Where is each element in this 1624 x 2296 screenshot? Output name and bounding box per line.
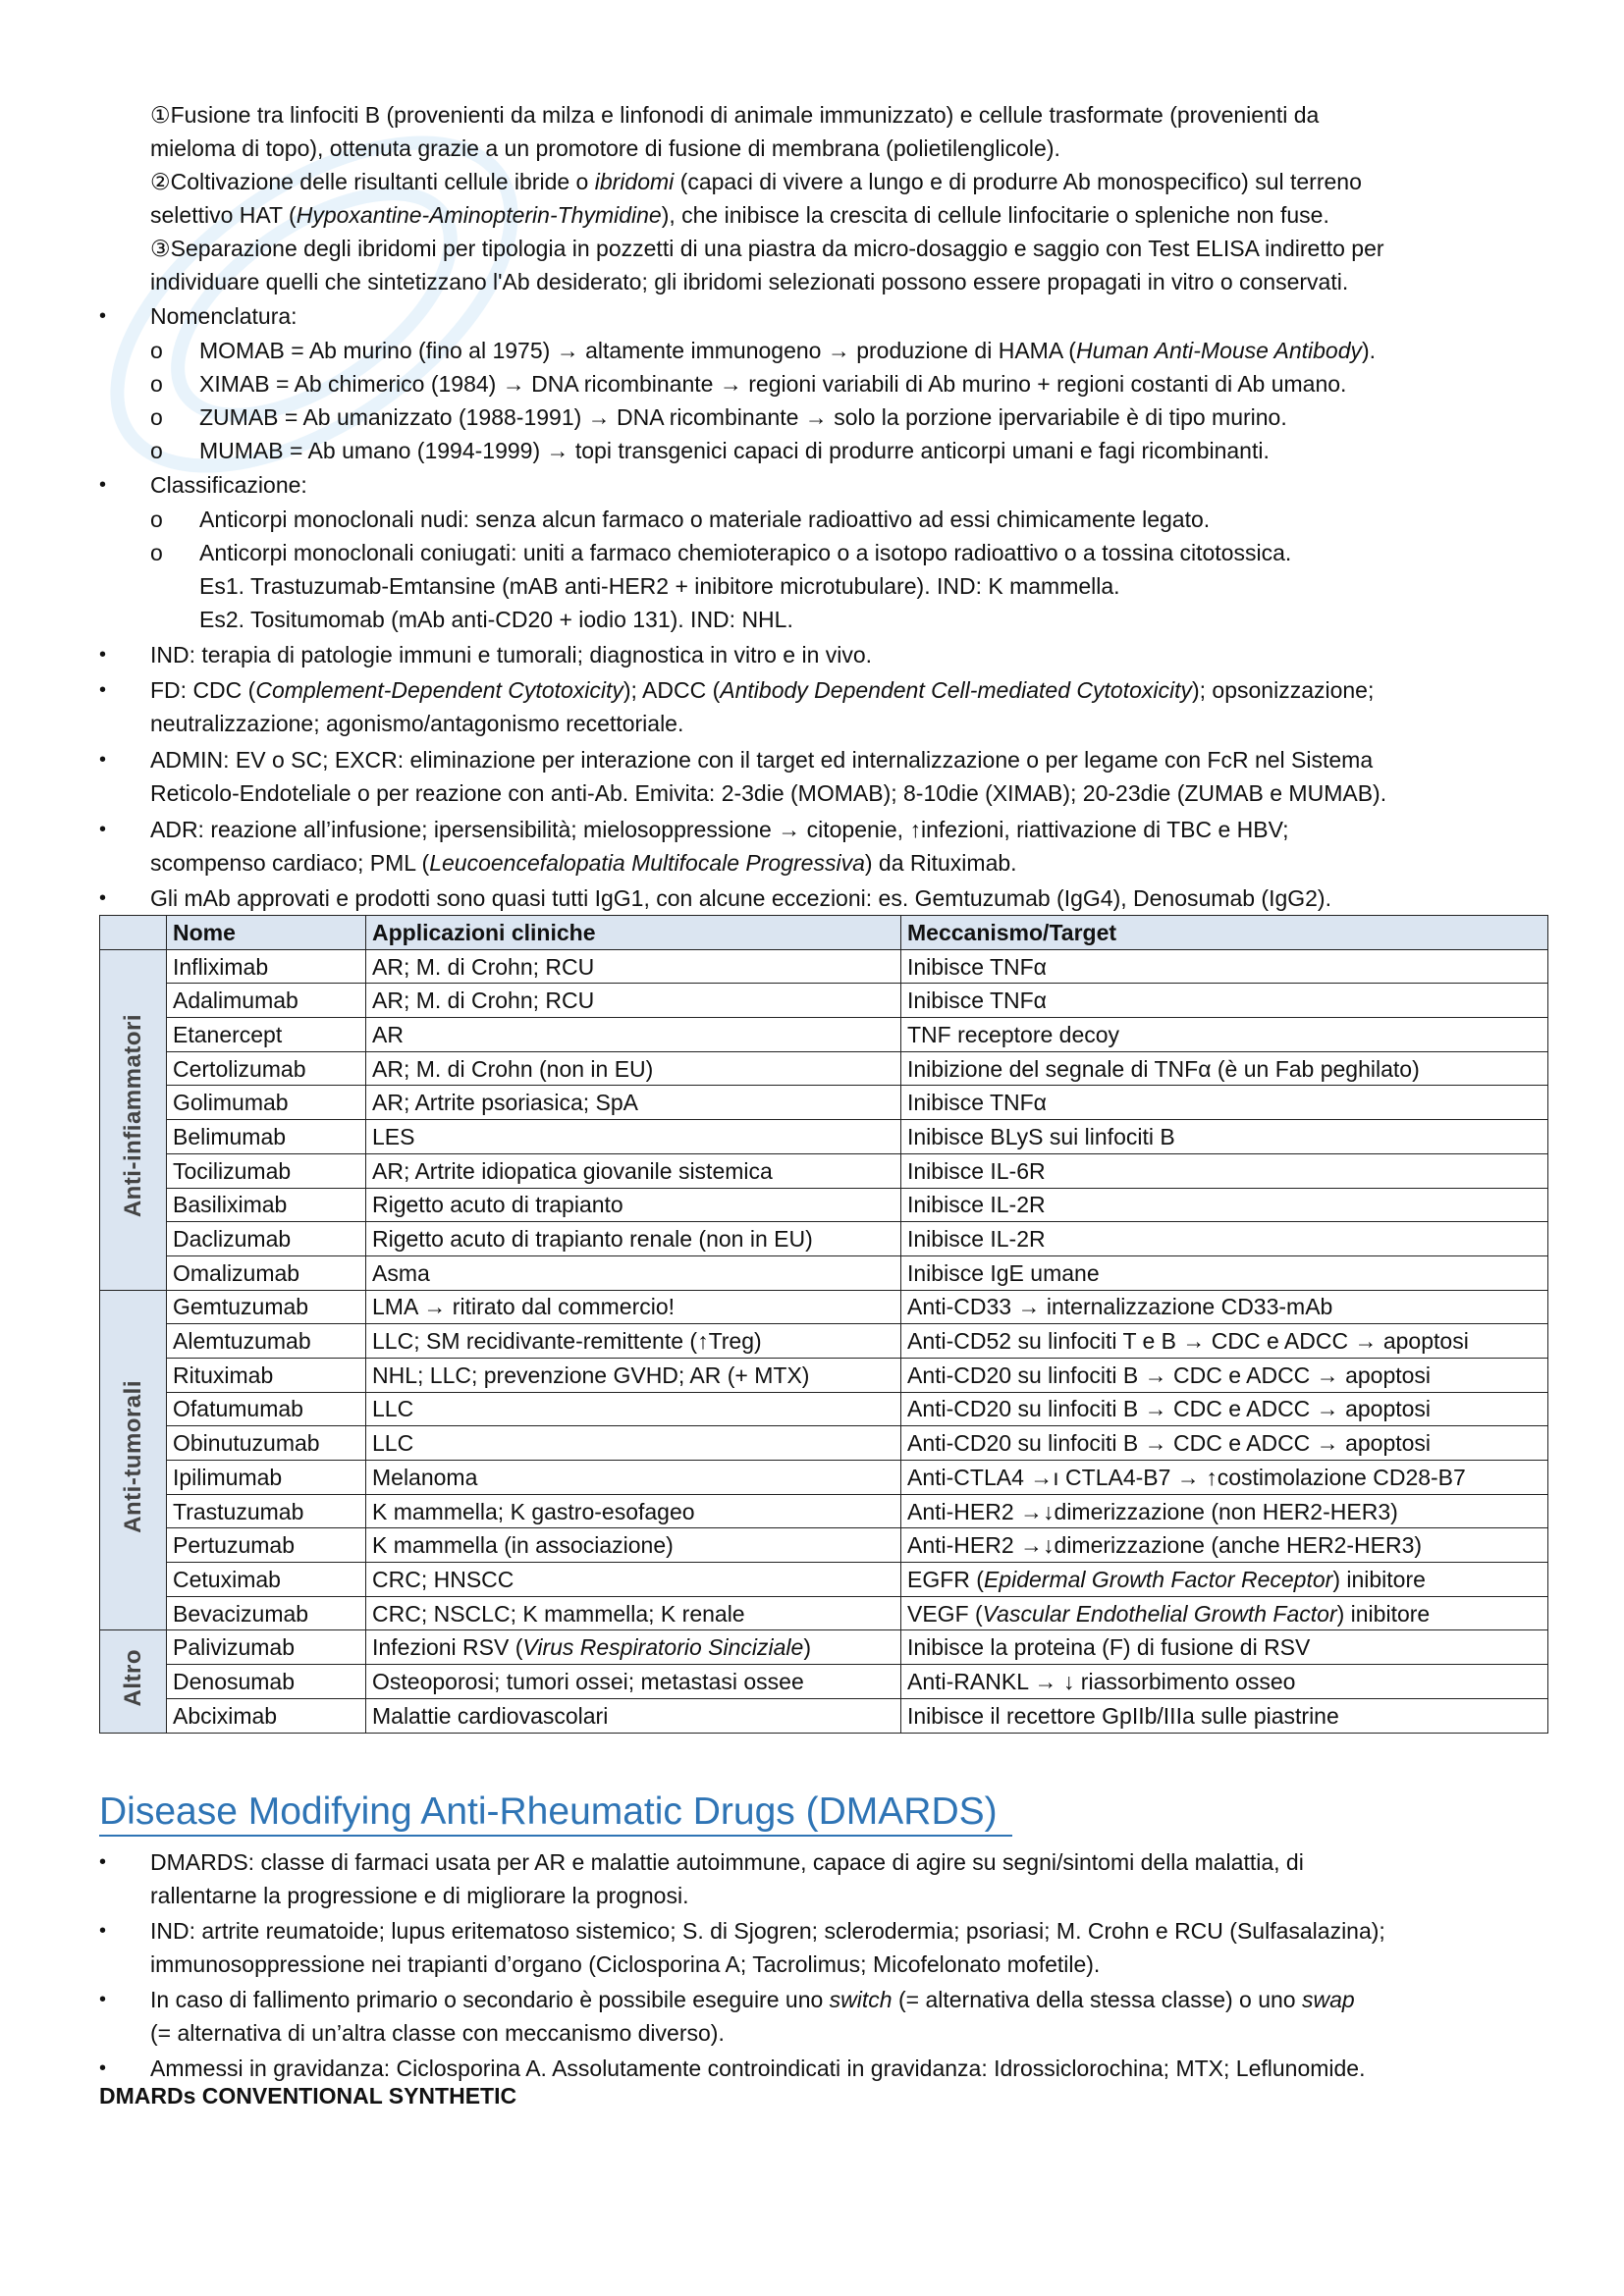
nomenclatura-item: MOMAB = Ab murino (fino al 1975) → altamente immunogeno → produzione di HAMA (Human Anti-Mouse Antibody). [199,338,1377,363]
table-row [100,1324,1548,1359]
bullet-icon: • [99,1851,107,1873]
table-row [100,1051,1548,1086]
cell-nome: Tocilizumab [167,1153,366,1188]
cell-nome: Ipilimumab [167,1461,366,1495]
classificazione-item: Anticorpi monoclonali coniugati: uniti a farmaco chemioterapico o a isotopo radioattivo o a tossina citotossica. [199,540,1292,565]
cell-nome: Cetuximab [167,1563,366,1597]
dmards-switch-line-1: In caso di fallimento primario o secondario è possibile eseguire uno switch (= alternativa della stessa classe) o uno swap [150,1987,1355,2012]
cell-applicazioni: LLC; SM recidivante-remittente (↑Treg) [366,1324,901,1359]
bullet-icon: • [99,2057,107,2079]
sub-bullet-icon: o [150,540,163,565]
sub-bullet-icon: o [150,507,163,532]
cell-applicazioni: Infezioni RSV (Virus Respiratorio Sinciziale) [366,1630,901,1665]
cell-meccanismo: Anti-CD33 → internalizzazione CD33-mAb [901,1290,1548,1324]
cell-applicazioni: Malattie cardiovascolari [366,1698,901,1733]
sub-bullet-icon: o [150,404,163,430]
cell-nome: Infliximab [167,949,366,984]
cell-meccanismo: EGFR (Epidermal Growth Factor Receptor) inibitore [901,1563,1548,1597]
table-row [100,1596,1548,1630]
cell-meccanismo: VEGF (Vascular Endothelial Growth Factor) inibitore [901,1596,1548,1630]
cell-nome: Adalimumab [167,984,366,1018]
cell-nome: Bevacizumab [167,1596,366,1630]
cell-applicazioni: Asma [366,1255,901,1290]
fd-line-1: FD: CDC (Complement-Dependent Cytotoxicity); ADCC (Antibody Dependent Cell-mediated Cytotoxicity); opsonizzazione; [150,677,1375,703]
dmards-ind-line-2: immunosoppressione nei trapianti d’organo (Ciclosporina A; Tacrolimus; Micofelonato mofetile). [150,1951,1101,1977]
nomenclatura-title: Nomenclatura: [150,303,298,329]
cell-meccanismo: Anti-CD52 su linfociti T e B → CDC e ADCC → apoptosi [901,1324,1548,1359]
cell-meccanismo: Anti-CTLA4 →ı CTLA4-B7 → ↑costimolazione CD28-B7 [901,1461,1548,1495]
cell-applicazioni: LES [366,1120,901,1154]
table-row [100,1630,1548,1665]
cell-nome: Denosumab [167,1665,366,1699]
example-1: Es1. Trastuzumab-Emtansine (mAB anti-HER2 + inibitore microtubulare). IND: K mammella. [199,573,1120,599]
cell-meccanismo: Inibisce TNFα [901,1086,1548,1120]
cell-applicazioni: Rigetto acuto di trapianto [366,1188,901,1222]
cell-meccanismo: Inibisce IL-6R [901,1153,1548,1188]
dmards-ind-line-1: IND: artrite reumatoide; lupus eritematoso sistemico; S. di Sjogren; sclerodermia; psoriasi; M. Crohn e RCU (Sulfasalazina); [150,1918,1385,1944]
table-row [100,1358,1548,1392]
cell-nome: Palivizumab [167,1630,366,1665]
group-label: Altro [119,1648,146,1707]
bullet-icon: • [99,679,107,701]
step-1-line-2: mieloma di topo), ottenuta grazie a un promotore di fusione di membrana (polietilenglicole). [150,135,1060,161]
dmards-heading: Disease Modifying Anti-Rheumatic Drugs (DMARDS) [99,1790,998,1833]
table-body [100,949,1548,1733]
admin-line-1: ADMIN: EV o SC; EXCR: eliminazione per interazione con il target ed internalizzazione o per legame con FcR nel Sistema [150,747,1374,773]
step-2-line-2: selettivo HAT (Hypoxantine-Aminopterin-Thymidine), che inibisce la crescita di cellule linfocitarie o spleniche non fuse. [150,202,1329,228]
group-label-cell [100,1290,167,1630]
cell-meccanismo: Inibisce TNFα [901,949,1548,984]
table-row [100,1188,1548,1222]
dmards-def-line-1: DMARDS: classe di farmaci usata per AR e malattie autoimmune, capace di agire su segni/sintomi della malattia, di [150,1849,1304,1875]
cell-meccanismo: Inibisce la proteina (F) di fusione di RSV [901,1630,1548,1665]
cell-applicazioni: Melanoma [366,1461,901,1495]
group-label: Anti-infiammatori [119,1014,146,1218]
nomenclatura-item: XIMAB = Ab chimerico (1984) → DNA ricombinante → regioni variabili di Ab murino + regioni costanti di Ab umano. [199,371,1347,397]
table-row [100,1392,1548,1426]
cell-nome: Abciximab [167,1698,366,1733]
cell-nome: Golimumab [167,1086,366,1120]
table-row [100,1528,1548,1563]
dmards-pregnancy: Ammessi in gravidanza: Ciclosporina A. Assolutamente controindicati in gravidanza: Idrossiclorochina; MTX; Leflunomide. [150,2056,1366,2081]
cell-meccanismo: Anti-CD20 su linfociti B → CDC e ADCC → apoptosi [901,1426,1548,1461]
cell-applicazioni: Osteoporosi; tumori ossei; metastasi ossee [366,1665,901,1699]
table-header-applicazioni: Applicazioni cliniche [366,916,901,950]
table-row [100,984,1548,1018]
fd-line-2: neutralizzazione; agonismo/antagonismo recettoriale. [150,711,684,736]
cell-nome: Certolizumab [167,1051,366,1086]
group-label-cell [100,949,167,1290]
cell-nome: Rituximab [167,1358,366,1392]
cell-meccanismo: Anti-RANKL → ↓ riassorbimento osseo [901,1665,1548,1699]
bullet-icon: • [99,305,107,327]
cell-applicazioni: AR; Artrite idiopatica giovanile sistemica [366,1153,901,1188]
nomenclatura-item: ZUMAB = Ab umanizzato (1988-1991) → DNA ricombinante → solo la porzione ipervariabile è di tipo murino. [199,404,1287,430]
mab-table [99,915,1548,1734]
cell-nome: Omalizumab [167,1255,366,1290]
table-row [100,1290,1548,1324]
step-3-line-2: individuare quelli che sintetizzano l'Ab desiderato; gli ibridomi selezionati possono essere propagati in vitro o conservati. [150,269,1349,294]
table-row [100,1665,1548,1699]
cell-applicazioni: AR; M. di Crohn; RCU [366,949,901,984]
cell-applicazioni: AR; M. di Crohn; RCU [366,984,901,1018]
cell-meccanismo: Inibisce BLyS sui linfociti B [901,1120,1548,1154]
table-header-row [100,916,1548,950]
table-row [100,1018,1548,1052]
step-2-line-1: ②Coltivazione delle risultanti cellule ibride o ibridomi (capaci di vivere a lungo e di produrre Ab monospecifico) sul terreno [150,169,1362,194]
table-row [100,1086,1548,1120]
bullet-icon: • [99,474,107,496]
cell-meccanismo: TNF receptore decoy [901,1018,1548,1052]
table-row [100,1563,1548,1597]
table-row [100,1494,1548,1528]
bullet-icon: • [99,644,107,666]
table-row [100,1255,1548,1290]
table-header-corner [100,916,167,950]
cell-nome: Trastuzumab [167,1494,366,1528]
bullet-icon: • [99,887,107,909]
table-header-nome: Nome [167,916,366,950]
cell-applicazioni: LMA → ritirato dal commercio! [366,1290,901,1324]
cell-applicazioni: LLC [366,1392,901,1426]
table-header-meccanismo: Meccanismo/Target [901,916,1548,950]
table-row [100,949,1548,984]
bullet-icon: • [99,1920,107,1942]
sub-bullet-icon: o [150,371,163,397]
dmards-def-line-2: rallentarne la progressione e di migliorare la prognosi. [150,1883,689,1908]
group-label-cell [100,1630,167,1733]
cell-applicazioni: K mammella (in associazione) [366,1528,901,1563]
sub-bullet-icon: o [150,438,163,463]
cell-applicazioni: LLC [366,1426,901,1461]
cell-applicazioni: NHL; LLC; prevenzione GVHD; AR (+ MTX) [366,1358,901,1392]
cell-meccanismo: Inibizione del segnale di TNFα (è un Fab peghilato) [901,1051,1548,1086]
step-3-line-1: ③Separazione degli ibridomi per tipologia in pozzetti di una piastra da micro-dosaggio e saggio con Test ELISA indiretto per [150,236,1384,261]
bullet-icon: • [99,819,107,840]
cell-applicazioni: CRC; HNSCC [366,1563,901,1597]
cell-meccanismo: Anti-HER2 →↓dimerizzazione (non HER2-HER3) [901,1494,1548,1528]
sub-bullet-icon: o [150,338,163,363]
cell-meccanismo: Anti-CD20 su linfociti B → CDC e ADCC → apoptosi [901,1358,1548,1392]
conventional-synthetic-heading: DMARDs CONVENTIONAL SYNTHETIC [99,2083,517,2109]
cell-nome: Gemtuzumab [167,1290,366,1324]
cell-nome: Basiliximab [167,1188,366,1222]
dmards-switch-line-2: (= alternativa di un’altra classe con meccanismo diverso). [150,2020,725,2046]
example-2: Es2. Tositumomab (mAb anti-CD20 + iodio 131). IND: NHL. [199,607,793,632]
cell-applicazioni: K mammella; K gastro-esofageo [366,1494,901,1528]
cell-applicazioni: Rigetto acuto di trapianto renale (non in EU) [366,1222,901,1256]
cell-meccanismo: Inibisce IL-2R [901,1222,1548,1256]
heading-underline [99,1835,1012,1837]
cell-applicazioni: CRC; NSCLC; K mammella; K renale [366,1596,901,1630]
cell-nome: Alemtuzumab [167,1324,366,1359]
cell-meccanismo: Inibisce IL-2R [901,1188,1548,1222]
adr-line-1: ADR: reazione all’infusione; ipersensibilità; mielosoppressione → citopenie, ↑infezioni, riattivazione di TBC e HBV; [150,817,1289,842]
ind-text: IND: terapia di patologie immuni e tumorali; diagnostica in vitro e in vivo. [150,642,873,667]
cell-meccanismo: Anti-CD20 su linfociti B → CDC e ADCC → apoptosi [901,1392,1548,1426]
admin-line-2: Reticolo-Endoteliale o per reazione con anti-Ab. Emivita: 2-3die (MOMAB); 8-10die (XIMAB); 20-23die (ZUMAB e MUMAB). [150,780,1387,806]
adr-line-2: scompenso cardiaco; PML (Leucoencefalopatia Multifocale Progressiva) da Rituximab. [150,850,1017,876]
group-label: Anti-tumorali [119,1379,146,1533]
cell-applicazioni: AR [366,1018,901,1052]
bullet-icon: • [99,1989,107,2010]
nomenclatura-item: MUMAB = Ab umano (1994-1999) → topi transgenici capaci di produrre anticorpi umani e fagi ricombinanti. [199,438,1270,463]
step-1-line-1: ①Fusione tra linfociti B (provenienti da milza e linfonodi di animale immunizzato) e cellule trasformate (provenienti da [150,102,1320,128]
cell-nome: Ofatumumab [167,1392,366,1426]
table-row [100,1222,1548,1256]
cell-meccanismo: Inibisce TNFα [901,984,1548,1018]
table-row [100,1426,1548,1461]
table-row [100,1153,1548,1188]
table-row [100,1698,1548,1733]
cell-nome: Pertuzumab [167,1528,366,1563]
table-row [100,1120,1548,1154]
cell-nome: Etanercept [167,1018,366,1052]
cell-applicazioni: AR; M. di Crohn (non in EU) [366,1051,901,1086]
cell-applicazioni: AR; Artrite psoriasica; SpA [366,1086,901,1120]
classificazione-title: Classificazione: [150,472,307,498]
cell-nome: Daclizumab [167,1222,366,1256]
cell-nome: Obinutuzumab [167,1426,366,1461]
classificazione-item: Anticorpi monoclonali nudi: senza alcun farmaco o materiale radioattivo ad essi chimicamente legato. [199,507,1211,532]
cell-nome: Belimumab [167,1120,366,1154]
igg-text: Gli mAb approvati e prodotti sono quasi tutti IgG1, con alcune eccezioni: es. Gemtuzumab (IgG4), Denosumab (IgG2). [150,885,1331,911]
table-row [100,1461,1548,1495]
cell-meccanismo: Inibisce il recettore GpIIb/IIIa sulle piastrine [901,1698,1548,1733]
cell-meccanismo: Inibisce IgE umane [901,1255,1548,1290]
cell-meccanismo: Anti-HER2 →↓dimerizzazione (anche HER2-HER3) [901,1528,1548,1563]
bullet-icon: • [99,749,107,771]
